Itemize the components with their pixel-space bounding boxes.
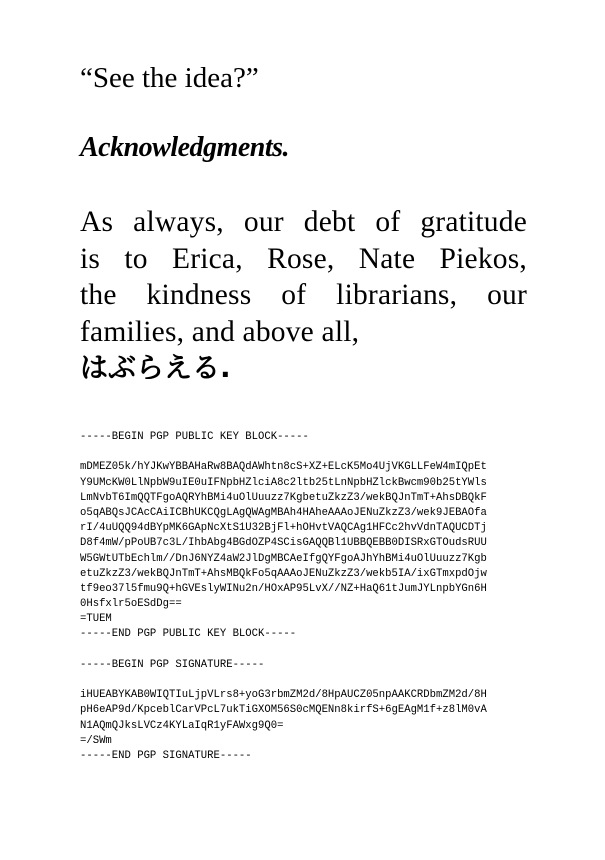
quote-line: “See the idea?” — [80, 62, 259, 94]
pgp-line: =/SWm — [80, 734, 112, 747]
acknowledgments-paragraph — [80, 204, 527, 350]
paragraph-line: is to Erica, Rose, Nate Piekos, — [80, 242, 527, 275]
acknowledgments-heading: Acknowledgments. — [80, 132, 290, 163]
pgp-line: iHUEABYKAB0WIQTIuLjpVLrs8+yoG3rbmZM2d/8HpAUCZ05npAAKCRDbmZM2d/8H — [80, 689, 487, 702]
pgp-line: tf9eo37l5fmu9Q+hGVEslyWINu2n/HOxAP95LvX//NZ+HaQ61tJumJYLnpbYGn6H — [80, 582, 487, 595]
pgp-key-block — [80, 430, 487, 764]
pgp-line — [80, 445, 487, 460]
pgp-line — [80, 643, 487, 658]
pgp-line: D8f4mW/pPoUB7c3L/IhbAbg4BGdOZP4SCisGAQQBl1UBBQEBB0DISRxGTOudsRUU — [80, 537, 487, 550]
pgp-line: -----END PGP SIGNATURE----- — [80, 749, 252, 762]
pgp-line: LmNvbT6ImQQTFgoAQRYhBMi4uOlUuuzz7KgbetuZkzZ3/wekBQJnTmT+AhsDBQkF — [80, 491, 487, 504]
pgp-line: o5qABQsJCAcCAiICBhUKCQgLAgQWAgMBAh4HAheAAAoJENuZkzZ3/wek9JEBAOfa — [80, 506, 487, 519]
pgp-line: 0Hsfxlr5oESdDg== — [80, 598, 182, 611]
pgp-line: etuZkzZ3/wekBQJnTmT+AhsMBQkFo5qAAAoJENuZkzZ3/wekb5IA/ixGTmxpdOjw — [80, 567, 487, 580]
paragraph-line: families, and above all, — [80, 315, 360, 348]
pgp-line: -----BEGIN PGP PUBLIC KEY BLOCK----- — [80, 431, 309, 443]
pgp-line: N1AQmQJksLVCz4KYLaIqR1yFAWxg9Q0= — [80, 719, 284, 732]
pgp-line: W5GWtUTbEchlm//DnJ6NYZ4aW2JlDgMBCAeIfgQYFgoAJhYhBMi4uOlUuuzz7Kgb — [80, 552, 487, 565]
pgp-line: =TUEM — [80, 613, 112, 626]
pgp-line: -----END PGP PUBLIC KEY BLOCK----- — [80, 628, 297, 641]
pgp-line: rI/4uUQQ94dBYpMK6GApNcXtS1U32BjFl+hOHvtVAQCAg1HFCc2hvVdnTAQUCDTj — [80, 522, 487, 535]
pgp-line: Y9UMcKW0LlNpbW9uIE0uIFNpbHZlciA8c2ltb25tLnNpbHZlckBwcm90b25tYWls — [80, 476, 487, 489]
pgp-line: mDMEZ05k/hYJKwYBBAHaRw8BAQdAWhtn8cS+XZ+ELcK5Mo4UjVKGLLFeW4mIQpEt — [80, 461, 487, 474]
paragraph-line: As always, our debt of gratitude — [80, 206, 527, 238]
pgp-line — [80, 673, 487, 688]
japanese-phrase: はぶらえる. — [80, 351, 231, 384]
paragraph-line: the kindness of librarians, our — [80, 279, 527, 311]
pgp-line: -----BEGIN PGP SIGNATURE----- — [80, 658, 265, 671]
pgp-line: pH6eAP9d/KpceblCarVPcL7ukTiGXOM56S0cMQENn8kirfS+6gEAgM1f+z8lM0vA — [80, 704, 487, 717]
